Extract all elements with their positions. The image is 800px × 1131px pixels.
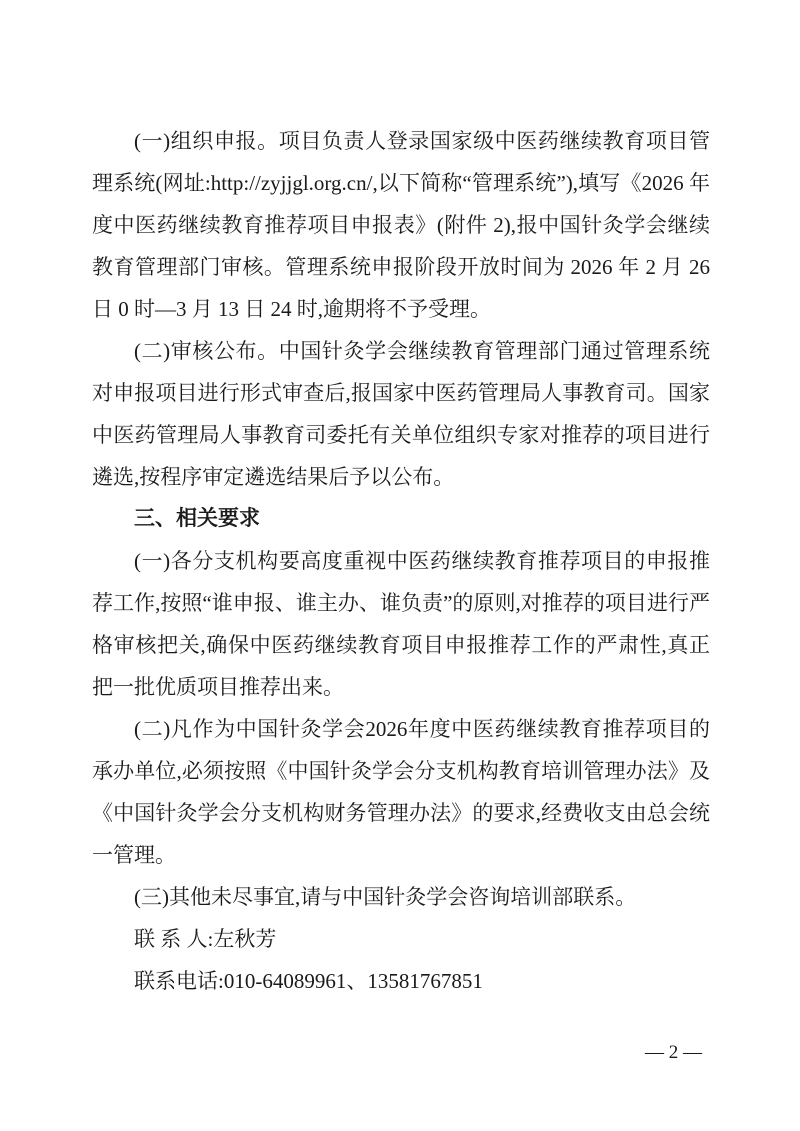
contact-phone-line: 联系电话:010-64089961、13581767851 <box>134 969 483 993</box>
paragraph-review-publish: (二)审核公布。中国针灸学会继续教育管理部门通过管理系统对申报项目进行形式审查后,报国家中医药管理局人事教育司。国家中医药管理局人事教育司委托有关单位组织专家对推荐的项目进行遴选,按程序审定遴选结果后予以公布。 <box>92 339 710 489</box>
section-heading-requirements: 三、相关要求 <box>134 507 260 530</box>
paragraph-requirement-1: (一)各分支机构要高度重视中医药继续教育推荐项目的申报推荐工作,按照“谁申报、谁主办、谁负责”的原则,对推荐的项目进行严格审核把关,确保中医药继续教育项目申报推荐工作的严肃性,真正把一批优质项目推荐出来。 <box>92 549 710 699</box>
page-footer <box>645 1042 702 1064</box>
paragraph-org-declare: (一)组织申报。项目负责人登录国家级中医药继续教育项目管理系统(网址:http://zyjjgl.org.cn/,以下简称“管理系统”),填写《2026 年度中医药继续教育推荐项目申报表》(附件 2),报中国针灸学会继续教育管理部门审核。管理系统申报阶段开放时间为 2026 年 2 月 26 日 0 时—3 月 13 日 24 时,逾期将不予受理。 <box>92 129 710 321</box>
contact-person-line: 联 系 人:左秋芳 <box>134 927 277 951</box>
paragraph-requirement-2: (二)凡作为中国针灸学会2026年度中医药继续教育推荐项目的承办单位,必须按照《中国针灸学会分支机构教育培训管理办法》及《中国针灸学会分支机构财务管理办法》的要求,经费收支由总会统一管理。 <box>92 717 710 867</box>
paragraph-requirement-3: (三)其他未尽事宜,请与中国针灸学会咨询培训部联系。 <box>134 885 637 909</box>
document-body <box>92 120 710 1002</box>
page-number: — 2 — <box>645 1042 702 1063</box>
